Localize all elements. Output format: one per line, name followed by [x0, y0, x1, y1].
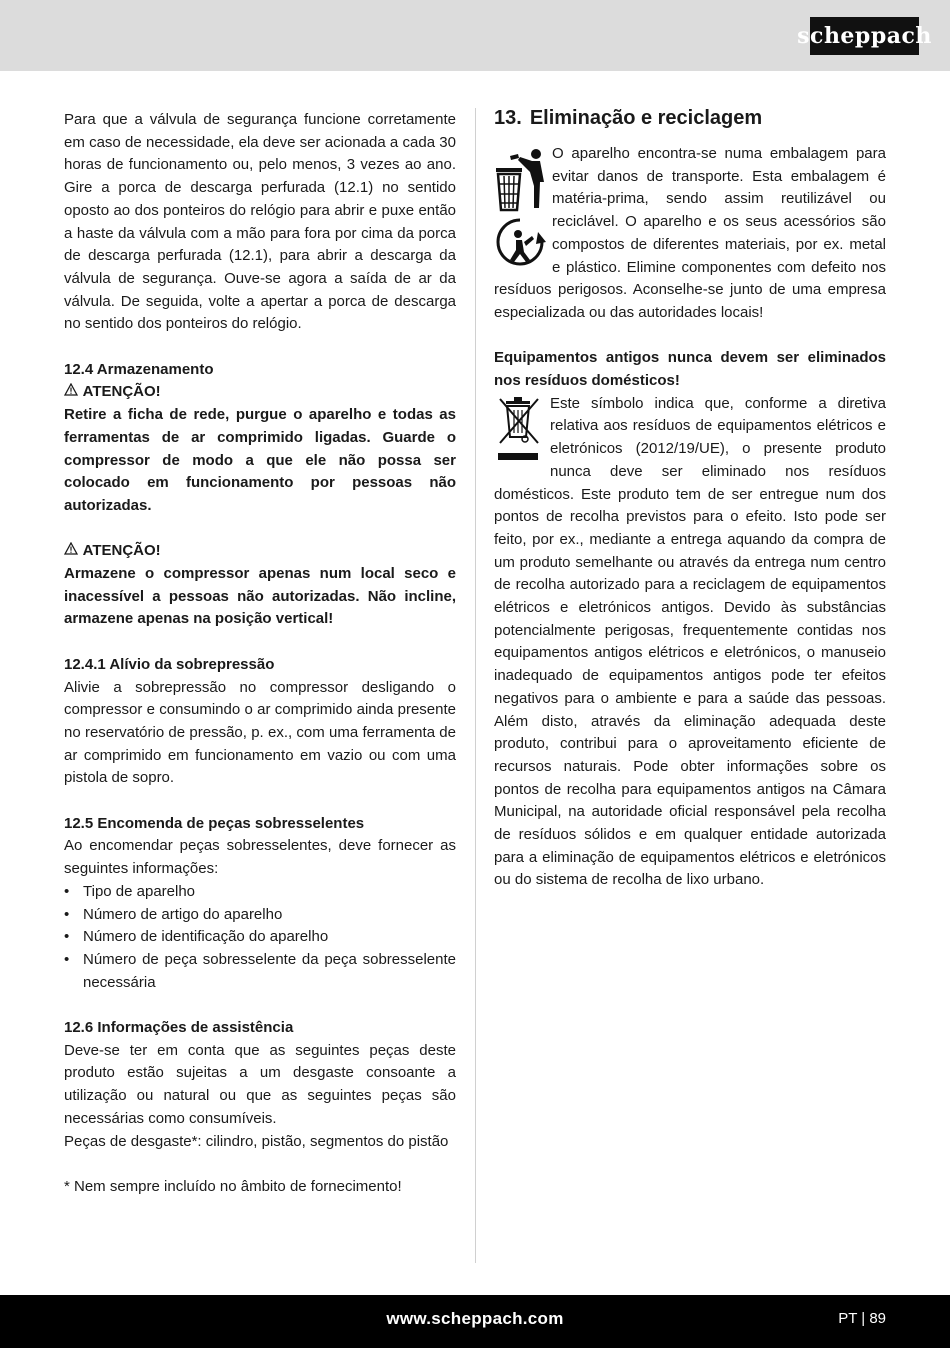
section-12-5-title: 12.5 Encomenda de peças sobresselentes	[64, 814, 365, 832]
left-column	[64, 109, 456, 1199]
weee-text: Este símbolo indica que, conforme a diretiva relativa aos resíduos de equipamentos elétricos e eletrónicos (2012/19/UE), o presente produto nunca deve ser eliminado nos resíduos domésticos. Este produto tem de ser entregue num dos pontos de recolha previstos para o efeito. Isto pode ser feito, por ex., mediante a entrega aquando da compra de um produto semelhante ou através da entrega num centro de recolha autorizado para a reciclagem de equipamentos elétricos e eletrónicos antigos. Devido às substâncias potencialmente perigosas, frequentemente contidas nos equipamentos antigos elétricos e eletrónicos, o manuseio inadequado de equipamentos antigos pode ter efeitos negativos para o ambiente e para a saúde das pessoas. Além disto, através da eliminação adequada deste produto, contribui para o aproveitamento eficiente de recursos naturais. Pode obter informações sobre os pontos de recolha para equipamentos antigos na Câmara Municipal, na autoridade oficial responsável pela recolha de resíduos sólidos e em qualquer entidade autorizada para a eliminação de equipamentos elétricos e eletrónicos ou do sistema de recolha de lixo urbano.	[494, 394, 886, 889]
list-item: • Número de identificação do aparelho	[64, 928, 329, 946]
website-link[interactable]: www.scheppach.com	[386, 1309, 564, 1328]
header-bar	[0, 0, 950, 71]
warning-triangle-icon	[64, 540, 79, 563]
spare-parts-info-list	[64, 881, 456, 995]
recycling-intro	[494, 143, 886, 325]
weee-block	[494, 393, 886, 892]
list-item: • Número de artigo do aparelho	[64, 905, 283, 923]
section-13-text: O aparelho encontra-se numa embalagem para evitar danos de transporte. Esta embalagem é matéria-prima, sendo assim reutilizável ou reciclável. O aparelho e os seus acessórios são compostos de diferentes materiais, por ex. metal e plástico. Elimine componentes com defeito nos resíduos perigosos. Aconselhe-se junto de uma empresa especializada ou das autoridades locais!	[494, 145, 886, 321]
warning-2-label: ATENÇÃO!	[64, 540, 456, 563]
weee-bin-icon-wrap	[494, 393, 550, 465]
list-item: • Tipo de aparelho	[64, 882, 196, 900]
brand-logo: scheppach	[810, 17, 919, 55]
section-12-4-1-text: Alivie a sobrepressão no compressor desligando o compressor e consumindo o ar comprimido ainda presente no reservatório de pressão, p. ex., com uma ferramenta de ar comprimido em funcionamento em vazio ou com uma pistola de sopro.	[64, 678, 456, 787]
page-number: PT | 89	[838, 1310, 886, 1327]
section-12-4-1-title: 12.4.1 Alívio da sobrepressão	[64, 655, 275, 673]
right-column	[494, 105, 886, 892]
old-equipment-notice: Equipamentos antigos nunca devem ser eliminados nos resíduos domésticos!	[494, 349, 886, 390]
section-12-6-text: Deve-se ter em conta que as seguintes peças deste produto estão sujeitas a um desgaste consoante a utilização ou natural ou que as seguintes peças são necessárias como consumíveis.	[64, 1041, 456, 1127]
list-item: • Número de peça sobresselente da peça sobresselente necessária	[64, 950, 456, 991]
footer-bar	[0, 1295, 950, 1348]
recycling-person-icon	[494, 216, 548, 266]
section-12-5-text: Ao encomendar peças sobresselentes, deve fornecer as seguintes informações:	[64, 837, 456, 878]
warning-triangle-icon	[64, 381, 79, 404]
wear-parts-text: Peças de desgaste*: cilindro, pistão, segmentos do pistão	[64, 1132, 449, 1150]
warning-2-text: Armazene o compressor apenas num local seco e inacessível a pessoas não autorizadas. Não incline, armazene apenas na posição vertical!	[64, 565, 456, 628]
column-divider	[475, 108, 476, 1263]
trash-bin-person-icon	[494, 148, 548, 212]
crossed-out-wheelie-bin-icon	[494, 393, 546, 465]
warning-1-text: Retire a ficha de rede, purgue o aparelho e todas as ferramentas de ar comprimido ligadas. Guarde o compressor de modo a que ele não possa ser colocado em funcionamento por pessoas não autorizadas.	[64, 406, 456, 514]
footnote: * Nem sempre incluído no âmbito de fornecimento!	[64, 1177, 402, 1195]
section-13-title: 13. Eliminação e reciclagem	[494, 107, 763, 129]
recycling-icons	[494, 148, 552, 262]
section-12-6-title: 12.6 Informações de assistência	[64, 1019, 294, 1037]
warning-1-label: ATENÇÃO!	[64, 381, 456, 404]
safety-valve-paragraph: Para que a válvula de segurança funcione corretamente em caso de necessidade, ela deve ser acionada a cada 30 horas de funcionamento ou, pelo menos, 3 vezes ao ano. Gire a porca de descarga perfurada (12.1) no sentido oposto ao dos ponteiros do relógio para abrir e puxe então a haste da válvula com a mão para fora por cima da porca de descarga perfurada (12.1), para abrir a descarga da válvula de segurança. Ouve-se agora a saída de ar da válvula. De seguida, volte a apertar a porca de descarga no sentido dos ponteiros do relógio.	[64, 111, 456, 333]
section-12-4-title: 12.4 Armazenamento	[64, 360, 214, 378]
